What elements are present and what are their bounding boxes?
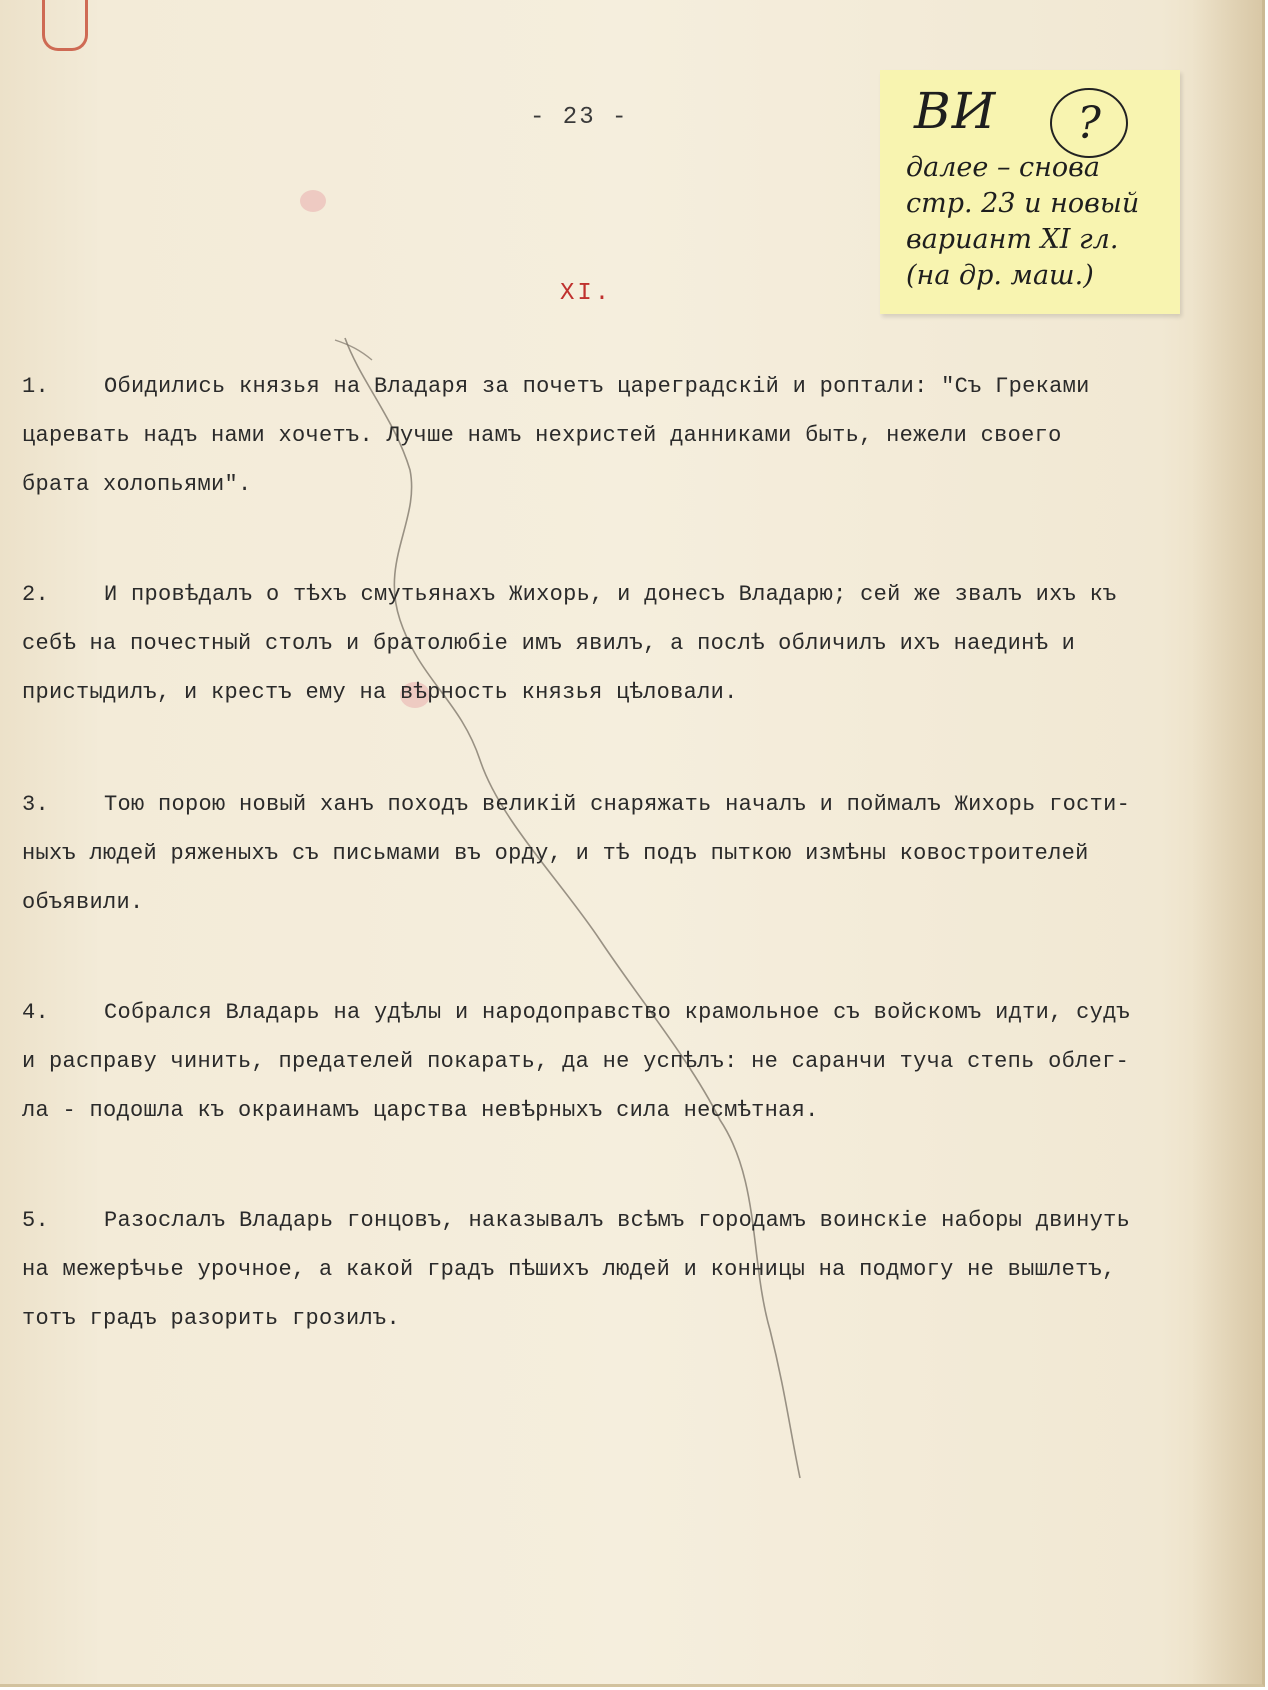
paragraph-line [22,362,1202,411]
paragraph-line: царевать надъ нами хочетъ. Лучше намъ нехристей данниками быть, нежели своего [22,423,1062,448]
paragraph-line: тотъ градъ разорить грозилъ. [22,1306,401,1331]
sticky-note-circled-mark: ? [1050,88,1128,158]
paragraph [22,988,1202,1135]
paragraph-text: Обидились князья на Владаря за почетъ цареградскій и роптали: "Съ Греками [104,374,1090,399]
paragraph-line: пристыдилъ, и крестъ ему на вѣрность князья цѣловали. [22,680,738,705]
paragraph-number: 1. [22,374,50,399]
paragraph [22,1196,1202,1343]
paragraph-line [22,1196,1202,1245]
sticky-note-text [906,150,1176,294]
chapter-heading: XI. [560,280,613,307]
paragraph-number: 3. [22,792,50,817]
paragraph-line: ла - подошла къ окраинамъ царства невѣрныхъ сила несмѣтная. [22,1098,819,1123]
paragraph-line: и расправу чинить, предателей покарать, да не успѣлъ: не саранчи туча степь облег- [22,1049,1130,1074]
paragraph [22,362,1202,509]
sticky-note-line: стр. 23 и новый [906,188,1140,219]
sticky-note-line: далее – снова [906,152,1100,183]
paragraph-number: 5. [22,1208,50,1233]
paragraph-number: 4. [22,1000,50,1025]
paragraph-text: Тою порою новый ханъ походъ великій снаряжать началъ и поймалъ Жихорь гости- [104,792,1131,817]
paragraph-line [22,570,1202,619]
paragraph [22,780,1202,927]
paragraph-line [22,780,1202,829]
sticky-note-heading: ВИ [914,82,997,140]
paragraph-number: 2. [22,582,50,607]
paragraph-text: Собрался Владарь на удѣлы и народоправство крамольное съ войскомъ идти, судъ [104,1000,1131,1025]
paragraph-line [22,988,1202,1037]
page-number: - 23 - [530,104,629,131]
paragraph-line: на межерѣчье урочное, а какой градъ пѣшихъ людей и конницы на подмогу не вышлетъ, [22,1257,1116,1282]
paragraph-line: брата холопьями". [22,472,252,497]
paragraph [22,570,1202,717]
paragraph-line: объявили. [22,890,144,915]
paragraph-line: ныхъ людей ряженыхъ съ письмами въ орду, и тѣ подъ пыткою измѣны ковостроителей [22,841,1089,866]
paragraph-line: себѣ на почестный столъ и братолюбіе имъ явилъ, а послѣ обличилъ ихъ наединѣ и [22,631,1076,656]
sticky-note [880,70,1180,314]
paragraph-text: Разослалъ Владарь гонцовъ, наказывалъ всѣмъ городамъ воинскіе наборы двинуть [104,1208,1131,1233]
sticky-note-line: вариант XI гл. [906,224,1119,255]
sticky-note-line: (на др. маш.) [906,260,1094,291]
paragraph-text: И провѣдалъ о тѣхъ смутьянахъ Жихорь, и донесъ Владарю; сей же звалъ ихъ къ [104,582,1117,607]
